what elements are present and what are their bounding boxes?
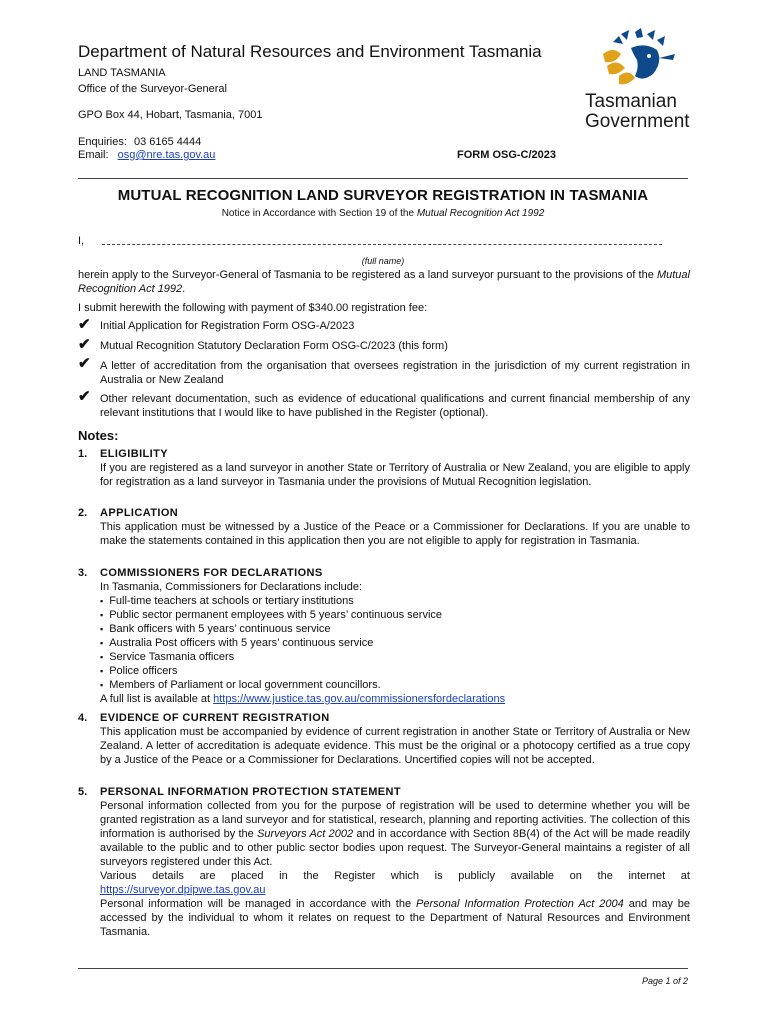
page-number: Page 1 of 2	[641, 976, 688, 986]
note-body: This application must be accompanied by evidence of current registration in another State or Territory of Australia or New Zealand. A letter of accreditation is adequate evidence. This must be the original or a photocopy certified as a true copy by a Justice of the Peace or a Commissioner for Declarations. Uncertified copies will not be accepted.	[100, 726, 690, 766]
note-heading: COMMISSIONERS FOR DECLARATIONS	[100, 567, 323, 579]
form-code: FORM OSG-C/2023	[457, 149, 557, 161]
check-icon: ✔	[78, 336, 91, 353]
pip-act: Personal Information Protection Act 2004	[416, 898, 624, 910]
note-heading: APPLICATION	[100, 507, 179, 519]
note-privacy	[78, 785, 690, 945]
apply-end: .	[182, 283, 186, 295]
privacy-paragraph-2: Various details are placed in the Register which is publicly available on the internet at	[100, 870, 690, 882]
note-body	[100, 580, 690, 706]
footer-divider	[78, 968, 688, 969]
commissioners-intro: In Tasmania, Commissioners for Declarations include:	[100, 581, 363, 593]
email-link[interactable]: osg@nre.tas.gov.au	[117, 149, 216, 161]
document-title: MUTUAL RECOGNITION LAND SURVEYOR REGISTRATION IN TASMANIA	[117, 187, 649, 204]
list-item: ▪ Full-time teachers at schools or tertiary institutions	[100, 594, 690, 608]
checklist-item-text: A letter of accreditation from the organisation that oversees registration in the jurisdiction of my current registration in Australia or New Zealand	[100, 360, 690, 386]
apply-act: Mutual Recognition Act 1992	[78, 269, 690, 295]
full-list-prefix: A full list is available at	[100, 693, 214, 705]
checklist-item-text: Initial Application for Registration Form OSG-A/2023	[100, 320, 355, 332]
note-evidence	[78, 711, 690, 783]
email-label: Email:	[78, 149, 109, 161]
list-item: ▪ Public sector permanent employees with 5 years’ continuous service	[100, 608, 690, 622]
logo-wordmark	[585, 92, 690, 132]
privacy-text: and may be accessed by the individual to whom it relates on request to the Department of Natural Resources and Environment Tasmania.	[100, 898, 690, 938]
check-icon: ✔	[78, 355, 91, 372]
checklist-item	[78, 357, 690, 387]
notice-act: Mutual Recognition Act 1992	[416, 208, 545, 219]
note-number: 2.	[78, 507, 88, 519]
postal-address: GPO Box 44, Hobart, Tasmania, 7001	[78, 109, 263, 121]
privacy-paragraph-1	[100, 799, 690, 869]
apply-text: herein apply to the Surveyor-General of Tasmania to be registered as a land surveyor pursuant to the provisions of the	[78, 269, 657, 281]
surveyors-act: Surveyors Act 2002	[257, 828, 354, 840]
enquiries-phone: 03 6165 4444	[133, 136, 202, 148]
department-name: Department of Natural Resources and Environment Tasmania	[78, 42, 542, 61]
note-application	[78, 506, 690, 564]
note-number: 4.	[78, 712, 88, 724]
enquiries-line	[78, 135, 201, 149]
privacy-link-line	[100, 883, 690, 897]
notice-line	[78, 208, 688, 219]
check-icon: ✔	[78, 388, 91, 405]
list-item: ▪ Bank officers with 5 years’ continuous service	[100, 622, 690, 636]
note-commissioners	[78, 566, 690, 708]
checklist-item	[78, 318, 690, 334]
note-body: If you are registered as a land surveyor in another State or Territory of Australia or New Zealand, you are eligible to apply for registration as a land surveyor in Tasmania under the provisions of Mutual Recognition legislation.	[100, 462, 690, 488]
office-name: Office of the Surveyor-General	[78, 83, 227, 95]
submit-statement: I submit herewith the following with payment of $340.00 registration fee:	[78, 302, 428, 314]
notes-heading: Notes:	[78, 428, 119, 443]
list-item: ▪ Service Tasmania officers	[100, 650, 690, 664]
surveyor-register-link[interactable]: https://surveyor.dpipwe.tas.gov.au	[100, 884, 266, 896]
note-heading: EVIDENCE OF CURRENT REGISTRATION	[100, 712, 330, 724]
logo-text-government: Government	[585, 111, 690, 132]
privacy-text: Personal information will be managed in accordance with the	[100, 898, 417, 910]
apply-statement	[78, 268, 690, 296]
note-heading: ELIGIBILITY	[100, 448, 168, 460]
declarant-prefix: I,	[78, 235, 85, 247]
privacy-text: Personal information collected from you for the purpose of registration will be used to determine whether you will be granted registration as a land surveyor and for statistical, research, planning and reporting activities. The collection of this information is authorised by the	[100, 800, 690, 840]
checklist-item-text: Mutual Recognition Statutory Declaration Form OSG-C/2023 (this form)	[100, 340, 448, 352]
check-icon: ✔	[78, 316, 91, 333]
list-item: ▪ Australia Post officers with 5 years’ continuous service	[100, 636, 690, 650]
note-heading: PERSONAL INFORMATION PROTECTION STATEMENT	[100, 786, 401, 798]
privacy-text: and in accordance with Section 8B(4) of the Act will be made readily available to the public and to other public sector bodies upon request. The Surveyor-General maintains a register of all surveyors registered under this Act.	[100, 828, 690, 868]
note-number: 1.	[78, 448, 88, 460]
tasmanian-government-thylacine-logo-icon	[583, 28, 703, 90]
full-name-field[interactable]	[102, 244, 662, 245]
checklist-item-text: Other relevant documentation, such as evidence of educational qualifications and current financial membership of any relevant institutions that I would like to have published in the Register (optional).	[100, 393, 690, 419]
logo-text-tasmanian: Tasmanian	[585, 91, 677, 112]
list-item: ▪ Members of Parliament or local government councillors.	[100, 678, 690, 692]
note-body	[100, 799, 690, 939]
commissioners-list	[100, 594, 690, 692]
commissioners-link[interactable]: https://www.justice.tas.gov.au/commissionersfordeclarations	[213, 693, 506, 705]
enquiries-label: Enquiries:	[78, 136, 127, 148]
note-body: This application must be witnessed by a Justice of the Peace or a Commissioner for Declarations. If you are unable to make the statements contained in this application then you are not eligible to apply for registration in Tasmania.	[100, 521, 690, 547]
division-name: LAND TASMANIA	[78, 67, 166, 79]
list-item: ▪ Police officers	[100, 664, 690, 678]
notice-prefix: Notice in Accordance with Section 19 of the	[221, 208, 417, 219]
note-number: 3.	[78, 567, 88, 579]
email-line	[78, 148, 215, 162]
header-divider	[78, 178, 688, 179]
full-name-caption: (full name)	[361, 256, 405, 266]
note-eligibility	[78, 447, 690, 503]
checklist-item	[78, 338, 690, 354]
checklist-item	[78, 390, 690, 420]
privacy-paragraph-3	[100, 897, 690, 939]
full-list-line	[100, 692, 690, 706]
note-number: 5.	[78, 786, 88, 798]
